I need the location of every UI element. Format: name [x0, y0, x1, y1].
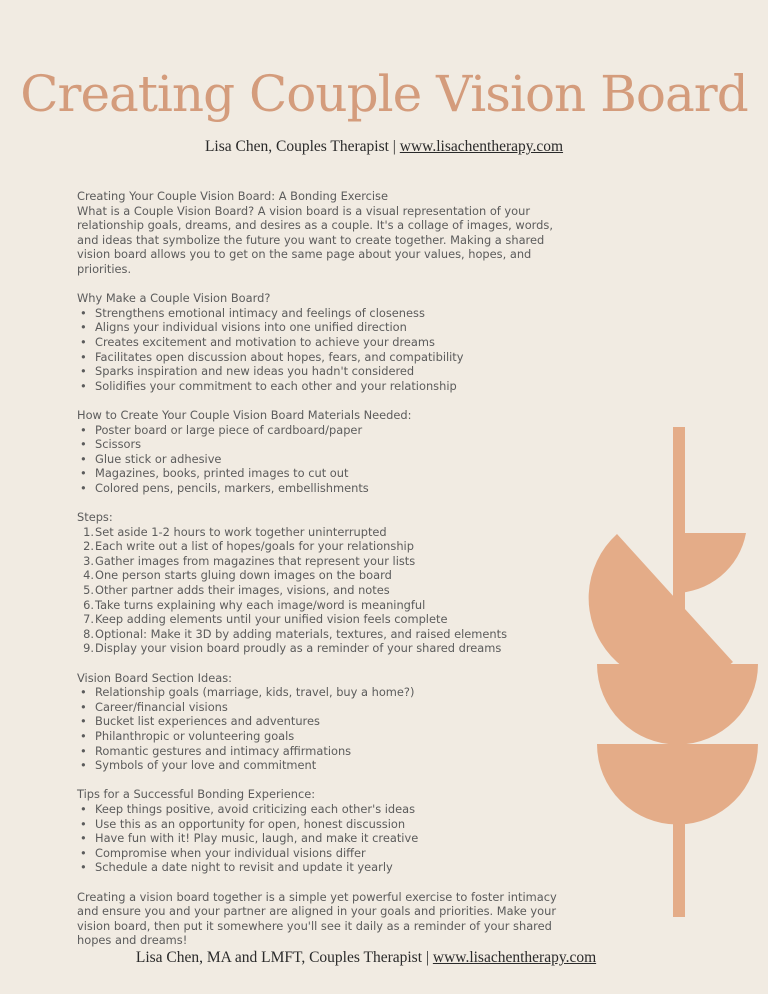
list-item: • Strengthens emotional intimacy and feelings of closeness: [77, 306, 567, 321]
tips-section: [77, 787, 567, 875]
decorative-quarter-circle: [673, 533, 746, 593]
list-item: [77, 627, 567, 642]
materials-heading: How to Create Your Couple Vision Board Materials Needed:: [77, 407, 412, 422]
list-item: • Creates excitement and motivation to achieve your dreams: [77, 335, 567, 350]
website-link[interactable]: www.lisachentherapy.com: [399, 138, 564, 155]
list-item: [77, 539, 567, 554]
list-item: [77, 525, 567, 540]
closing-section: [77, 890, 567, 948]
tips-heading: Tips for a Successful Bonding Experience:: [77, 787, 316, 802]
step-text: Keep adding elements until your unified vision feels complete: [95, 612, 448, 627]
step-text: Other partner adds their images, visions, and notes: [95, 583, 390, 598]
materials-list: [77, 423, 567, 496]
intro-section: [77, 189, 567, 277]
steps-list: [77, 525, 567, 656]
list-item: • Schedule a date night to revisit and update it yearly: [77, 860, 567, 875]
list-item: • Philanthropic or volunteering goals: [77, 729, 567, 744]
list-item: • Relationship goals (marriage, kids, travel, buy a home?): [77, 685, 567, 700]
step-text: Gather images from magazines that represent your lists: [95, 553, 416, 568]
list-item: • Sparks inspiration and new ideas you hadn't considered: [77, 364, 567, 379]
footer-website-link[interactable]: www.lisachentherapy.com: [432, 949, 597, 966]
list-item: • Facilitates open discussion about hopes, fears, and compatibility: [77, 350, 567, 365]
ideas-section: [77, 671, 567, 773]
step-text: Set aside 1-2 hours to work together uninterrupted: [95, 524, 387, 539]
intro-body: What is a Couple Vision Board? A vision board is a visual representation of your relationship goals, dreams, and desires as a couple. It's a collage of images, words, and ideas that symbolize the future you want to create together. Making a shared vision board allows you to get on the same page about your values, hopes, and priorities.: [77, 203, 553, 276]
list-item: • Poster board or large piece of cardboard/paper: [77, 423, 567, 438]
page-title: Creating Couple Vision Board: [20, 65, 748, 123]
decorative-shapes-graphic: [585, 425, 760, 920]
step-number: 1.: [83, 524, 94, 539]
list-item: [77, 612, 567, 627]
subtitle-text: Lisa Chen, Couples Therapist |: [204, 138, 400, 155]
ideas-list: [77, 685, 567, 773]
steps-section: [77, 510, 567, 656]
list-item: • Compromise when your individual visions differ: [77, 846, 567, 861]
list-item: [77, 583, 567, 598]
list-item: • Career/financial visions: [77, 700, 567, 715]
step-number: 3.: [83, 553, 94, 568]
step-text: One person starts gluing down images on the board: [95, 568, 392, 583]
list-item: [77, 568, 567, 583]
list-item: • Solidifies your commitment to each other and your relationship: [77, 379, 567, 394]
step-number: 4.: [83, 568, 94, 583]
list-item: [77, 554, 567, 569]
step-number: 2.: [83, 539, 94, 554]
intro-heading: Creating Your Couple Vision Board: A Bonding Exercise: [77, 189, 389, 203]
materials-section: [77, 408, 567, 496]
list-item: • Bucket list experiences and adventures: [77, 714, 567, 729]
list-item: • Romantic gestures and intimacy affirmations: [77, 744, 567, 759]
main-content: [77, 189, 567, 948]
list-item: [77, 598, 567, 613]
subtitle: [0, 137, 768, 157]
list-item: • Glue stick or adhesive: [77, 452, 567, 467]
list-item: • Magazines, books, printed images to cut out: [77, 466, 567, 481]
closing-paragraph: Creating a vision board together is a simple yet powerful exercise to foster intimacy and ensure you and your partner are aligned in your goals and priorities. Make your vision board, then put it somewhere you'll see it daily as a reminder of your shared hopes and dreams!: [77, 889, 557, 948]
why-section: [77, 291, 567, 393]
footer: [0, 948, 732, 968]
decorative-half-circle-upper: [597, 664, 758, 745]
step-text: Take turns explaining why each image/word is meaningful: [95, 597, 426, 612]
step-text: Display your vision board proudly as a reminder of your shared dreams: [95, 641, 502, 656]
list-item: • Aligns your individual visions into one unified direction: [77, 320, 567, 335]
decorative-half-circle-lower: [597, 744, 758, 825]
list-item: [77, 641, 567, 656]
step-number: 7.: [83, 612, 94, 627]
step-number: 6.: [83, 597, 94, 612]
footer-text: Lisa Chen, MA and LMFT, Couples Therapist |: [135, 949, 433, 966]
list-item: • Colored pens, pencils, markers, embellishments: [77, 481, 567, 496]
why-list: [77, 306, 567, 394]
list-item: • Keep things positive, avoid criticizing each other's ideas: [77, 802, 567, 817]
step-number: 9.: [83, 641, 94, 656]
list-item: • Scissors: [77, 437, 567, 452]
step-number: 8.: [83, 626, 94, 641]
list-item: • Symbols of your love and commitment: [77, 758, 567, 773]
ideas-heading: Vision Board Section Ideas:: [77, 670, 233, 685]
tips-list: [77, 802, 567, 875]
step-text: Each write out a list of hopes/goals for your relationship: [95, 539, 414, 554]
step-text: Optional: Make it 3D by adding materials, textures, and raised elements: [95, 626, 508, 641]
steps-heading: Steps:: [77, 510, 113, 525]
list-item: • Use this as an opportunity for open, honest discussion: [77, 817, 567, 832]
step-number: 5.: [83, 583, 94, 598]
list-item: • Have fun with it! Play music, laugh, and make it creative: [77, 831, 567, 846]
why-heading: Why Make a Couple Vision Board?: [77, 291, 271, 306]
